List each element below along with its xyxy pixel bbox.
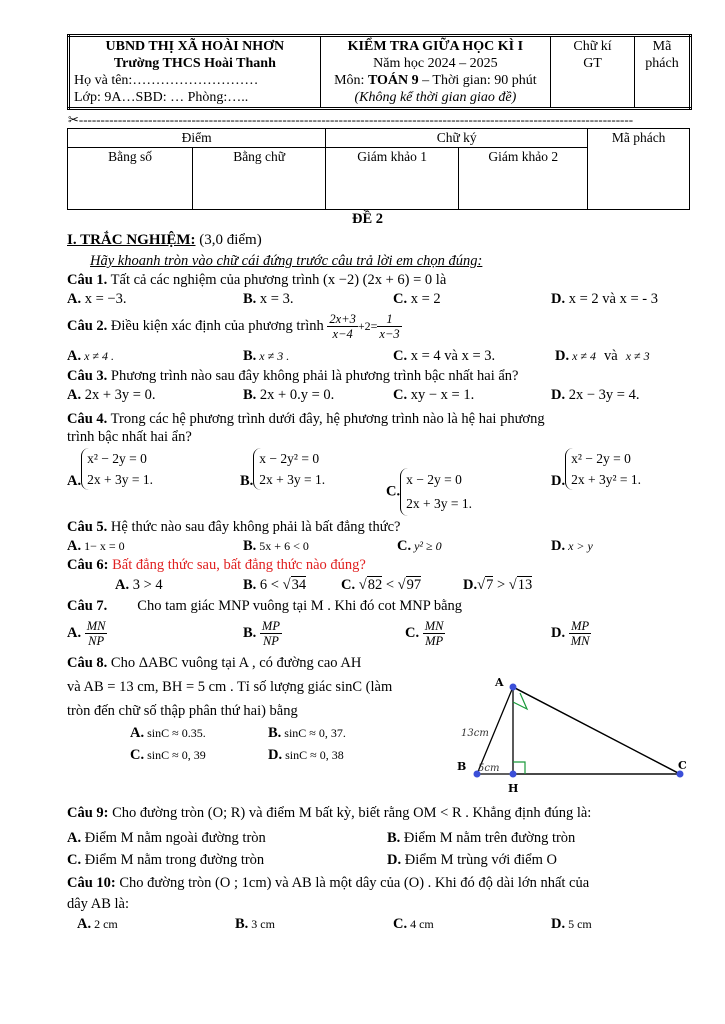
- q7-label: Câu 7.: [67, 598, 108, 614]
- q4-d-eq1: x² − 2y = 0: [571, 451, 631, 466]
- q7-b-num: MP: [261, 619, 280, 634]
- examiner-2[interactable]: Giám khảo 2: [459, 148, 588, 210]
- q4-c-eq2: 2x + 3y = 1.: [406, 496, 472, 511]
- question-2: [67, 308, 402, 344]
- q9-option-d[interactable]: [387, 851, 557, 869]
- code-header[interactable]: Mã phách: [588, 129, 690, 210]
- q7-a-den: NP: [88, 634, 105, 649]
- q3-d-letter[interactable]: D.: [551, 387, 566, 403]
- q8-b-text: sinC ≈ 0, 37.: [281, 726, 346, 740]
- q6-option-d[interactable]: D.√7 > √13: [463, 577, 533, 593]
- q2-d-text-2: x ≠ 3: [625, 349, 650, 363]
- q10-c-letter[interactable]: C.: [393, 916, 408, 932]
- question-3: [67, 367, 519, 385]
- q1-label: Câu 1.: [67, 272, 108, 288]
- question-7: [67, 597, 462, 615]
- q2-c-text: x = 4 và x = 3.: [407, 348, 496, 364]
- q4-option-b[interactable]: [240, 448, 325, 490]
- q10-d-letter[interactable]: D.: [551, 916, 566, 932]
- q3-option-d[interactable]: [551, 386, 639, 404]
- q2-d-and: và: [604, 348, 618, 364]
- q5-c-text: y² ≥ 0: [411, 539, 442, 553]
- q2-label: Câu 2.: [67, 318, 108, 334]
- q8-option-a[interactable]: [130, 724, 206, 742]
- q6-b-letter[interactable]: B.: [243, 577, 257, 593]
- q1-d-letter[interactable]: D.: [551, 291, 566, 307]
- q4-d-letter[interactable]: D.: [551, 473, 566, 489]
- subject-prefix: Môn:: [334, 73, 368, 88]
- section1-points: (3,0 điểm): [195, 232, 262, 248]
- exam-header: [67, 34, 692, 110]
- cut-line: ✂--------------------------------------------------------------------------------------------------------------------------------: [68, 113, 634, 127]
- q1-b-text: x = 3.: [256, 291, 294, 307]
- label-bh-length: 5cm: [478, 763, 500, 774]
- subject: TOÁN 9: [367, 73, 419, 88]
- q6-c-letter[interactable]: C.: [341, 577, 356, 593]
- label-b: B: [457, 760, 467, 773]
- q7-d-letter[interactable]: D.: [551, 625, 566, 641]
- q6-d-radicand-1: 7: [486, 577, 494, 593]
- q10-text-2: dây AB là:: [67, 896, 130, 912]
- point-h: [510, 771, 517, 778]
- q2-f1-num: 2x+3: [329, 312, 356, 327]
- q1-option-b[interactable]: [243, 290, 293, 308]
- q6-c-lt: <: [382, 577, 398, 593]
- q7-c-den: MP: [425, 634, 444, 649]
- q1-a-text: x = −3.: [81, 291, 127, 307]
- q7-d-fraction: [569, 619, 592, 648]
- q3-b-letter[interactable]: B.: [243, 387, 257, 403]
- label-ab-length: 13cm: [461, 728, 489, 739]
- q10-option-c[interactable]: [393, 915, 434, 933]
- q1-option-c[interactable]: [393, 290, 441, 308]
- examiner-1[interactable]: Giám khảo 1: [326, 148, 459, 210]
- q1-option-a[interactable]: [67, 290, 126, 308]
- q7-a-letter[interactable]: A.: [67, 625, 82, 641]
- q3-b-text: 2x + 0.y = 0.: [256, 387, 335, 403]
- q2-f2-den: x−3: [379, 327, 400, 342]
- q6-d-letter[interactable]: D.: [463, 577, 478, 593]
- side-ac: [513, 687, 680, 774]
- q1-d-text: x = 2 và x = - 3: [565, 291, 658, 307]
- proctor-signature-cell[interactable]: [551, 36, 635, 109]
- score-in-numbers[interactable]: Bằng số: [68, 148, 193, 210]
- question-1: [67, 271, 446, 289]
- q5-option-a[interactable]: [67, 537, 125, 555]
- q8-option-c[interactable]: [130, 746, 206, 764]
- class-field[interactable]: Lớp: 9A…SBD: … Phòng:…..: [74, 90, 249, 105]
- q8-text-2: và AB = 13 cm, BH = 5 cm . Tỉ số lượng giác sinC (làm: [67, 679, 393, 695]
- question-5: [67, 518, 400, 536]
- time-note: (Không kể thời gian giao đề): [354, 90, 517, 105]
- exam-info-cell: [320, 36, 550, 109]
- q1-option-d[interactable]: [551, 290, 658, 308]
- q8-label: Câu 8.: [67, 655, 108, 671]
- q2-fraction-1: [327, 312, 357, 341]
- q4-b-eq1: x − 2y² = 0: [259, 451, 320, 466]
- q5-option-d[interactable]: [551, 537, 593, 555]
- q6-b-text: 6 <: [256, 577, 283, 593]
- q5-option-b[interactable]: [243, 537, 309, 555]
- q2-plus: +2=: [357, 319, 378, 333]
- q5-c-letter[interactable]: C.: [397, 538, 412, 554]
- q10-option-d[interactable]: [551, 915, 592, 933]
- q9-b-letter[interactable]: B.: [387, 830, 401, 846]
- department: UBND THỊ XÃ HOÀI NHƠN: [105, 39, 285, 54]
- q9-option-b[interactable]: [387, 829, 575, 847]
- triangle-abc: [477, 687, 680, 774]
- q5-option-c[interactable]: [397, 537, 442, 555]
- q10-a-text: 2 cm: [91, 917, 118, 931]
- q4-c-letter[interactable]: C.: [386, 483, 401, 500]
- school-name: Trường THCS Hoài Thanh: [113, 56, 276, 71]
- q7-d-num: MP: [569, 619, 592, 634]
- q5-a-letter[interactable]: A.: [67, 538, 82, 554]
- section1-instruction: Hãy khoanh tròn vào chữ cái đứng trước câu trả lời em chọn đúng:: [90, 253, 483, 269]
- question-4: [67, 410, 545, 428]
- q9-c-text: Điểm M nằm trong đường tròn: [81, 852, 265, 868]
- section1-heading: [67, 231, 262, 249]
- q1-a-letter[interactable]: A.: [67, 291, 82, 307]
- q4-c-system: [400, 468, 472, 516]
- proctor-signature-label: Chữ kí GT: [573, 39, 612, 71]
- q1-c-text: x = 2: [407, 291, 441, 307]
- q5-d-text: x > y: [565, 539, 593, 553]
- q6-d-radicand-2: 13: [517, 577, 533, 593]
- q2-text: Điều kiện xác định của phương trình: [107, 318, 324, 334]
- q5-b-letter[interactable]: B.: [243, 538, 257, 554]
- q7-b-den: NP: [262, 634, 279, 649]
- q2-option-d[interactable]: [555, 347, 650, 365]
- q4-a-eq2: 2x + 3y = 1.: [87, 472, 153, 487]
- label-a: A: [495, 676, 504, 689]
- q3-option-c[interactable]: [393, 386, 474, 404]
- q2-a-letter[interactable]: A.: [67, 348, 82, 364]
- code-label: Mã phách: [645, 39, 679, 71]
- q7-a-fraction: [85, 619, 108, 648]
- q2-b-letter[interactable]: B.: [243, 348, 257, 364]
- subject-line: [325, 72, 546, 89]
- q2-b-text: x ≠ 3 .: [256, 349, 290, 363]
- q8-d-text: sinC ≈ 0, 38: [282, 748, 344, 762]
- q6-a-letter[interactable]: A.: [115, 577, 130, 593]
- q4-text-2: trình bậc nhất hai ẩn?: [67, 429, 192, 445]
- label-h: H: [508, 782, 519, 795]
- q10-c-text: 4 cm: [407, 917, 434, 931]
- q5-b-text: 5x + 6 < 0: [256, 539, 309, 553]
- question-10: [67, 874, 589, 892]
- q7-b-fraction: [260, 619, 282, 648]
- q4-label: Câu 4.: [67, 411, 108, 427]
- q2-option-c[interactable]: [393, 347, 495, 365]
- right-angle-a: [513, 693, 527, 709]
- q7-b-letter[interactable]: B.: [243, 625, 257, 641]
- q10-text-1: Cho đường tròn (O ; 1cm) và AB là một dây của (O) . Khi đó độ dài lớn nhất của: [115, 875, 590, 891]
- exam-code: ĐỀ 2: [352, 211, 384, 227]
- q10-option-b[interactable]: [235, 915, 275, 933]
- q4-b-eq2: 2x + 3y = 1.: [259, 472, 326, 487]
- signature-header: Chữ ký: [326, 129, 588, 148]
- q10-b-text: 3 cm: [248, 917, 275, 931]
- q6-d-gt: >: [493, 577, 509, 593]
- q8-d-letter[interactable]: D.: [268, 747, 283, 763]
- q6-a-text: 3 > 4: [129, 577, 163, 593]
- q2-c-letter[interactable]: C.: [393, 348, 408, 364]
- q4-a-eq1: x² − 2y = 0: [87, 451, 147, 466]
- q9-c-letter[interactable]: C.: [67, 852, 82, 868]
- q7-option-b[interactable]: [243, 616, 282, 650]
- q7-c-num: MN: [424, 619, 444, 634]
- q4-a-system: [81, 448, 153, 490]
- q9-option-a[interactable]: [67, 829, 266, 847]
- q9-option-c[interactable]: [67, 851, 264, 869]
- q8-text-3: tròn đến chữ số thập phân thứ hai) bằng: [67, 703, 298, 719]
- q5-label: Câu 5.: [67, 519, 108, 535]
- q3-option-a[interactable]: [67, 386, 155, 404]
- q7-option-a[interactable]: [67, 616, 107, 650]
- q10-d-text: 5 cm: [565, 917, 592, 931]
- q7-c-letter[interactable]: C.: [405, 625, 420, 641]
- exam-time: – Thời gian: 90 phút: [418, 73, 537, 88]
- q8-b-letter[interactable]: B.: [268, 725, 282, 741]
- q9-d-text: Điểm M trùng với điểm O: [401, 852, 557, 868]
- q3-option-b[interactable]: [243, 386, 334, 404]
- q2-fraction-2: [377, 312, 401, 341]
- q4-option-c[interactable]: [386, 468, 472, 516]
- q7-a-num: MN: [86, 619, 106, 634]
- q6-option-a[interactable]: [115, 576, 163, 594]
- q6-b-radicand: 34: [291, 577, 307, 593]
- q8-a-letter[interactable]: A.: [130, 725, 145, 741]
- score-table: [67, 128, 690, 210]
- q2-d-text-1: x ≠ 4: [569, 349, 597, 363]
- question-8: [67, 654, 361, 672]
- q1-text: Tất cả các nghiệm của phương trình (x −2) (2x + 6) = 0 là: [107, 272, 447, 288]
- q9-label: Câu 9:: [67, 805, 109, 821]
- q3-a-text: 2x + 3y = 0.: [81, 387, 156, 403]
- q7-option-d[interactable]: [551, 616, 591, 650]
- q7-c-fraction: [423, 619, 446, 648]
- q3-c-text: xy − x = 1.: [407, 387, 475, 403]
- q6-label: Câu 6:: [67, 557, 109, 573]
- q2-f2-num: 1: [377, 312, 401, 327]
- code-cell[interactable]: [635, 36, 691, 109]
- q2-option-a[interactable]: [67, 347, 114, 365]
- q7-option-c[interactable]: [405, 616, 445, 650]
- student-name-field[interactable]: Họ và tên:………………………: [74, 73, 259, 88]
- q10-a-letter[interactable]: A.: [77, 916, 92, 932]
- q3-a-letter[interactable]: A.: [67, 387, 82, 403]
- q9-a-letter[interactable]: A.: [67, 830, 82, 846]
- q1-b-letter[interactable]: B.: [243, 291, 257, 307]
- q4-b-system: [253, 448, 325, 490]
- q4-a-letter[interactable]: A.: [67, 473, 82, 489]
- q6-option-c[interactable]: C. √82 < √97: [341, 577, 422, 593]
- school-cell: [69, 36, 321, 109]
- q4-text-1: Trong các hệ phương trình dưới đây, hệ phương trình nào là hệ hai phương: [107, 411, 545, 427]
- q5-d-letter[interactable]: D.: [551, 538, 566, 554]
- q6-option-b[interactable]: B. 6 < √34: [243, 577, 307, 593]
- q4-b-letter[interactable]: B.: [240, 473, 254, 489]
- triangle-figure: [450, 672, 695, 802]
- q8-option-b[interactable]: [268, 724, 346, 742]
- q4-option-a[interactable]: [67, 448, 153, 490]
- q8-a-text: sinC ≈ 0.35.: [144, 726, 206, 740]
- score-header: Điểm: [68, 129, 326, 148]
- q2-a-text: x ≠ 4 .: [81, 349, 115, 363]
- section1-title: I. TRẮC NGHIỆM:: [67, 232, 196, 248]
- q9-d-letter[interactable]: D.: [387, 852, 402, 868]
- point-a: [510, 684, 517, 691]
- q8-c-text: sinC ≈ 0, 39: [144, 748, 206, 762]
- q2-d-letter[interactable]: D.: [555, 348, 570, 364]
- q2-option-b[interactable]: [243, 347, 289, 365]
- q5-text: Hệ thức nào sau đây không phải là bất đẳng thức?: [107, 519, 401, 535]
- q2-f1-den: x−4: [332, 327, 353, 342]
- question-9: [67, 804, 591, 822]
- exam-title: KIỂM TRA GIỮA HỌC KÌ I: [347, 39, 524, 54]
- q10-label: Câu 10:: [67, 875, 116, 891]
- q8-text-1: Cho ΔABC vuông tại A , có đường cao AH: [107, 655, 362, 671]
- q4-d-eq2: 2x + 3y² = 1.: [571, 472, 642, 487]
- q4-c-eq1: x − 2y = 0: [406, 472, 462, 487]
- q7-text: Cho tam giác MNP vuông tại M . Khi đó cot MNP bằng: [137, 598, 463, 614]
- q8-option-d[interactable]: [268, 746, 344, 764]
- q6-text: Bất đẳng thức sau, bất đẳng thức nào đúng?: [108, 557, 366, 573]
- q4-option-d[interactable]: [551, 448, 641, 490]
- q9-text: Cho đường tròn (O; R) và điểm M bất kỳ, biết rằng OM < R . Khẳng định đúng là:: [108, 805, 592, 821]
- q3-d-text: 2x − 3y = 4.: [565, 387, 640, 403]
- q3-label: Câu 3.: [67, 368, 108, 384]
- q3-c-letter[interactable]: C.: [393, 387, 408, 403]
- q7-d-den: MN: [570, 634, 590, 649]
- q10-b-letter[interactable]: B.: [235, 916, 249, 932]
- q10-option-a[interactable]: [77, 915, 118, 933]
- q6-c-radicand-1: 82: [367, 577, 383, 593]
- label-c: C: [678, 759, 687, 772]
- q1-c-letter[interactable]: C.: [393, 291, 408, 307]
- q4-d-system: [565, 448, 641, 490]
- score-in-words[interactable]: Bằng chữ: [193, 148, 326, 210]
- question-6: [67, 556, 366, 574]
- q5-a-text: 1− x = 0: [81, 539, 125, 553]
- q9-a-text: Điểm M nằm ngoài đường tròn: [81, 830, 266, 846]
- q6-c-radicand-2: 97: [406, 577, 422, 593]
- q3-text: Phương trình nào sau đây không phải là phương trình bậc nhất hai ẩn?: [107, 368, 519, 384]
- q8-c-letter[interactable]: C.: [130, 747, 145, 763]
- q9-b-text: Điểm M nằm trên đường tròn: [400, 830, 576, 846]
- school-year: Năm học 2024 – 2025: [373, 56, 498, 71]
